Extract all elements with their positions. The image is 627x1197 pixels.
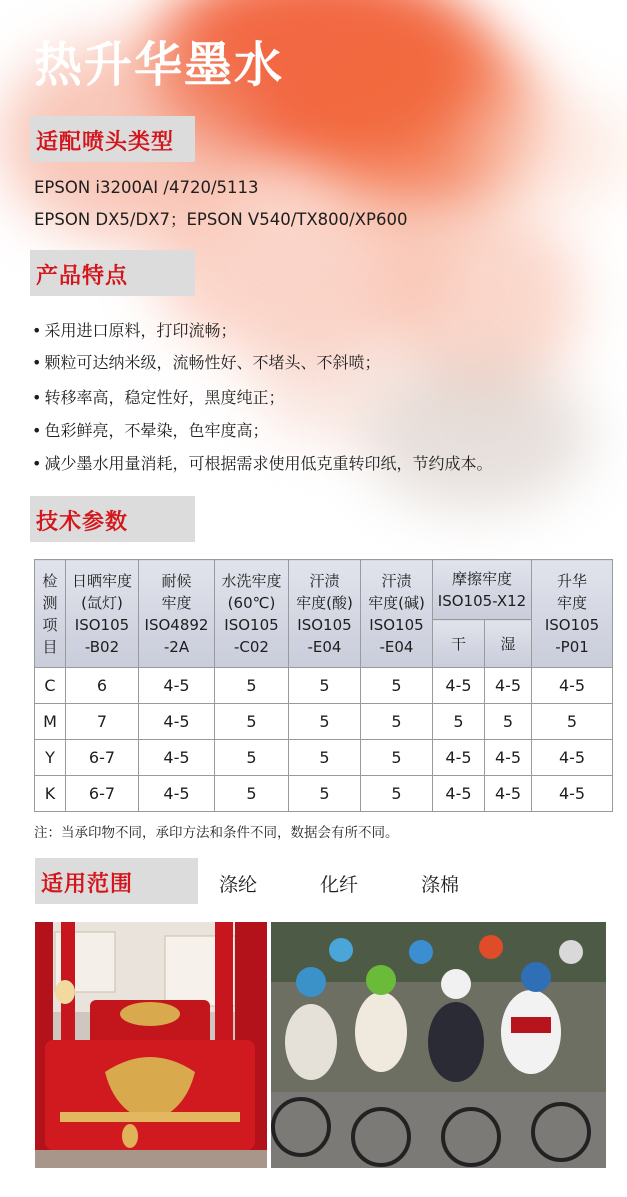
cell-sublimation: 4-5 [532,776,613,812]
cell-light: 6 [66,668,139,704]
feature-item: • 减少墨水用量消耗，可根据需求使用低克重转印纸，节约成本。 [32,451,492,474]
cell-wash: 5 [215,668,289,704]
scope-item: 涤棉 [421,874,460,896]
cell-sweat-acid: 5 [289,776,361,812]
header-light-fastness: 日晒牢度 (氙灯) ISO105 -B02 [66,560,139,668]
section-heading-scope-label: 适用范围 [41,872,134,897]
section-heading-specs [30,496,195,542]
cell-row-label: C [35,668,66,704]
header-weather-fastness: 耐候 牢度 ISO4892 -2A [139,560,215,668]
cell-sweat-alkali: 5 [361,704,433,740]
cell-sweat-alkali: 5 [361,668,433,704]
compat-line-1: EPSON i3200AI /4720/5113 [34,178,259,197]
cell-rub-wet: 4-5 [485,740,532,776]
section-heading-compat-label: 适配喷头类型 [36,130,175,155]
cell-rub-dry: 4-5 [433,740,485,776]
scope-item: 化纤 [320,874,359,896]
cell-sweat-alkali: 5 [361,740,433,776]
specs-table [34,559,613,812]
cell-sweat-acid: 5 [289,668,361,704]
cell-weather: 4-5 [139,740,215,776]
header-sweat-acid: 汗渍 牢度(酸) ISO105 -E04 [289,560,361,668]
section-heading-compat [30,116,195,162]
header-item: 检 测 项 目 [35,560,66,668]
table-header-row [35,560,613,620]
cell-sweat-acid: 5 [289,704,361,740]
cell-rub-dry: 4-5 [433,668,485,704]
cell-wash: 5 [215,776,289,812]
feature-item: • 色彩鲜亮，不晕染，色牢度高； [32,418,268,441]
table-row [35,668,613,704]
header-sublimation-fastness: 升华 牢度 ISO105 -P01 [532,560,613,668]
cell-light: 7 [66,704,139,740]
cell-sweat-alkali: 5 [361,776,433,812]
cell-row-label: K [35,776,66,812]
cell-wash: 5 [215,704,289,740]
section-heading-scope [35,858,198,904]
cell-rub-dry: 4-5 [433,776,485,812]
cell-sublimation: 4-5 [532,668,613,704]
cell-wash: 5 [215,740,289,776]
section-heading-features [30,250,195,296]
feature-item: • 采用进口原料，打印流畅； [32,318,236,341]
table-row [35,740,613,776]
feature-item: • 颗粒可达纳米级，流畅性好、不堵头、不斜喷； [32,350,380,373]
red-bedding-image [35,922,267,1168]
cell-sublimation: 5 [532,704,613,740]
section-heading-specs-label: 技术参数 [36,510,129,535]
cell-sweat-acid: 5 [289,740,361,776]
header-rub-fastness: 摩擦牢度 ISO105-X12 [433,560,532,620]
cell-sublimation: 4-5 [532,740,613,776]
cell-weather: 4-5 [139,704,215,740]
table-row [35,704,613,740]
cyclists-image [271,922,606,1168]
cell-light: 6-7 [66,776,139,812]
header-sweat-alkali: 汗渍 牢度(碱) ISO105 -E04 [361,560,433,668]
cell-weather: 4-5 [139,668,215,704]
header-rub-wet: 湿 [485,620,532,668]
scope-item: 涤纶 [219,874,258,896]
page-title: 热升华墨水 [34,37,285,93]
header-wash-fastness: 水洗牢度 (60℃) ISO105 -C02 [215,560,289,668]
feature-item: • 转移率高，稳定性好，黑度纯正； [32,385,284,408]
header-rub-dry: 干 [433,620,485,668]
cell-rub-wet: 5 [485,704,532,740]
cell-light: 6-7 [66,740,139,776]
cell-row-label: Y [35,740,66,776]
table-row [35,776,613,812]
compat-line-2: EPSON DX5/DX7；EPSON V540/TX800/XP600 [34,210,408,229]
section-heading-features-label: 产品特点 [36,264,129,289]
cell-row-label: M [35,704,66,740]
cell-weather: 4-5 [139,776,215,812]
table-note: 注：当承印物不同，承印方法和条件不同，数据会有所不同。 [34,825,399,841]
cell-rub-wet: 4-5 [485,776,532,812]
cell-rub-dry: 5 [433,704,485,740]
cell-rub-wet: 4-5 [485,668,532,704]
